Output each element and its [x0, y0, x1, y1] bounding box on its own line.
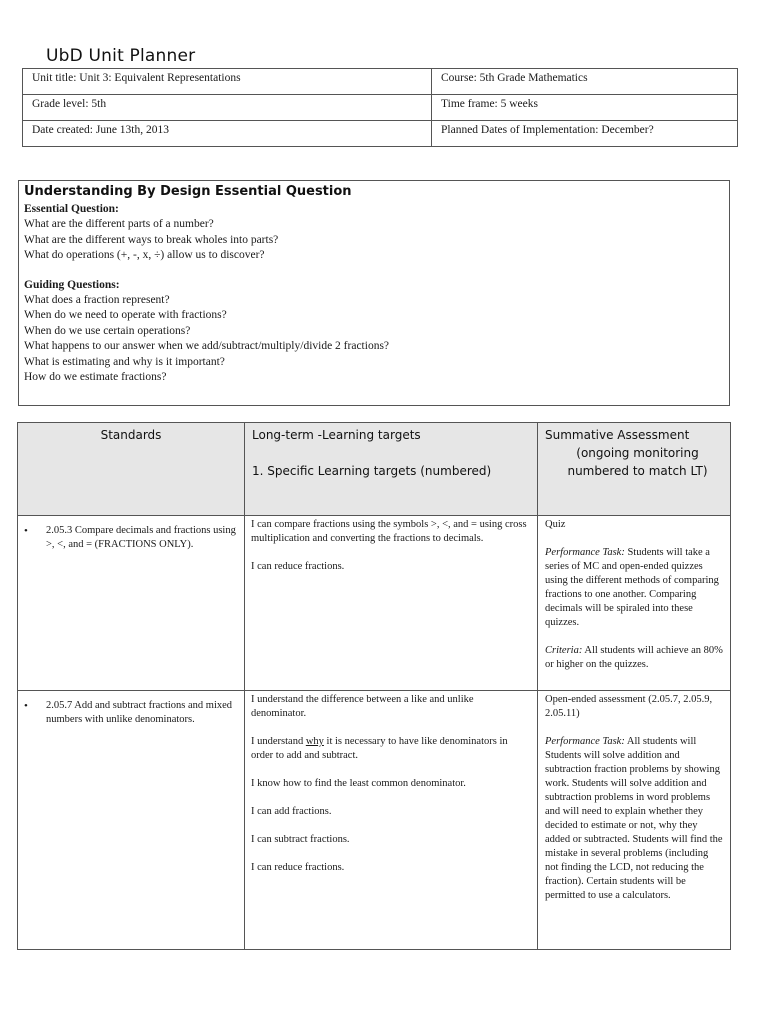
learning-target: I can compare fractions using the symbols >, <, and = using cross multiplication and converting the fractions to decimals. — [251, 519, 527, 544]
assessment-type: Open-ended assessment (2.05.7, 2.05.9, 2.05.11) — [545, 694, 713, 719]
performance-task-text: Students will take a series of MC and open-ended quizzes using the different methods of comparing fractions to one another. Comparing decimals will be spiraled into these quizzes. — [545, 547, 719, 628]
guiding-question-item: What does a fraction represent? — [24, 293, 170, 306]
criteria-text: All students will achieve an 80% or higher on the quizzes. — [545, 645, 723, 670]
bullet-icon: • — [24, 525, 28, 537]
info-row — [23, 95, 738, 121]
performance-task — [545, 546, 724, 630]
essential-question-label: Essential Question: — [24, 203, 119, 215]
info-row — [23, 69, 738, 95]
standard-text: 2.05.7 Add and subtract fractions and mixed numbers with unlike denominators. — [46, 700, 233, 725]
essential-question-item: What are the different parts of a number? — [24, 218, 214, 230]
performance-task-label: Performance Task: — [545, 736, 625, 747]
unit-info-table — [22, 68, 738, 147]
summative-header — [538, 423, 731, 516]
time-frame: Time frame: 5 weeks — [441, 98, 538, 110]
summative-subheader-label: (ongoing monitoring numbered to match LT) — [567, 446, 708, 478]
date-created-cell — [23, 121, 432, 147]
standard-cell — [18, 516, 245, 691]
guiding-question-item: What happens to our answer when we add/subtract/multiply/divide 2 fractions? — [24, 340, 390, 352]
guiding-questions-label: Guiding Questions: — [24, 278, 120, 291]
targets-cell — [245, 691, 538, 950]
essential-question-box — [18, 180, 730, 406]
guiding-question-item: When do we use certain operations? — [24, 324, 191, 337]
guiding-question-item: How do we estimate fractions? — [24, 371, 167, 383]
essential-question-item: What are the different ways to break wholes into parts? — [24, 233, 279, 246]
criteria-label: Criteria: — [545, 645, 583, 656]
unit-title-cell — [23, 69, 432, 95]
standards-header — [18, 423, 245, 516]
info-row — [23, 121, 738, 147]
learning-target: I understand the difference between a like and unlike denominator. — [251, 694, 474, 719]
targets-cell — [245, 516, 538, 691]
learning-targets-header — [245, 423, 538, 516]
learning-targets-header-label: Long-term -Learning targets — [252, 428, 421, 442]
course-cell — [432, 69, 738, 95]
performance-task-label: Performance Task: — [545, 547, 625, 558]
specific-targets-header-label: 1. Specific Learning targets (numbered) — [252, 464, 492, 478]
course: Course: 5th Grade Mathematics — [441, 72, 588, 84]
learning-target: I know how to find the least common denominator. — [251, 778, 466, 789]
essential-question-heading: Understanding By Design Essential Question — [24, 184, 352, 199]
emphasized-word: why — [305, 736, 324, 747]
guiding-question-item: What is estimating and why is it important? — [24, 355, 225, 368]
assessment-type: Quiz — [545, 519, 566, 530]
bullet-icon: • — [24, 700, 28, 712]
standard-text: 2.05.3 Compare decimals and fractions using >, <, and = (FRACTIONS ONLY). — [46, 525, 236, 550]
table-row — [18, 516, 731, 691]
learning-target-why: I understand why it is necessary to have like denominators in order to add and subtract. — [251, 736, 508, 761]
planned-dates-cell — [432, 121, 738, 147]
document-title: UbD Unit Planner — [46, 46, 196, 66]
unit-title: Unit title: Unit 3: Equivalent Representations — [32, 72, 241, 84]
essential-question-item: What do operations (+, -, x, ÷) allow us to discover? — [24, 249, 265, 261]
performance-task-text: All students will Students will solve addition and subtraction fraction problems by showing work. Students will solve addition and subtraction problems in word problems and will need to explain whether they decided to estimate or not, why they added or subtracted. Students will find the mistake in several problems (including not finding the LCD, not reducing the fraction). Certain students will be permitted to use a calculators. — [545, 736, 723, 901]
performance-task — [545, 735, 724, 903]
time-frame-cell — [432, 95, 738, 121]
assessment-cell — [538, 516, 731, 691]
criteria — [545, 644, 724, 672]
summative-header-label: Summative Assessment — [545, 428, 690, 442]
table-header-row — [18, 423, 731, 516]
learning-target: I can add fractions. — [251, 806, 332, 817]
learning-target: I can reduce fractions. — [251, 862, 345, 873]
date-created: Date created: June 13th, 2013 — [32, 124, 169, 136]
planned-dates: Planned Dates of Implementation: December? — [441, 124, 654, 136]
standard-cell — [18, 691, 245, 950]
standards-table — [17, 422, 731, 950]
learning-target: I can reduce fractions. — [251, 561, 345, 572]
table-row — [18, 691, 731, 950]
grade-level: Grade level: 5th — [32, 98, 107, 110]
assessment-cell — [538, 691, 731, 950]
learning-target: I can subtract fractions. — [251, 834, 350, 845]
standards-header-label: Standards — [100, 428, 162, 442]
guiding-question-item: When do we need to operate with fractions? — [24, 309, 227, 321]
grade-level-cell — [23, 95, 432, 121]
